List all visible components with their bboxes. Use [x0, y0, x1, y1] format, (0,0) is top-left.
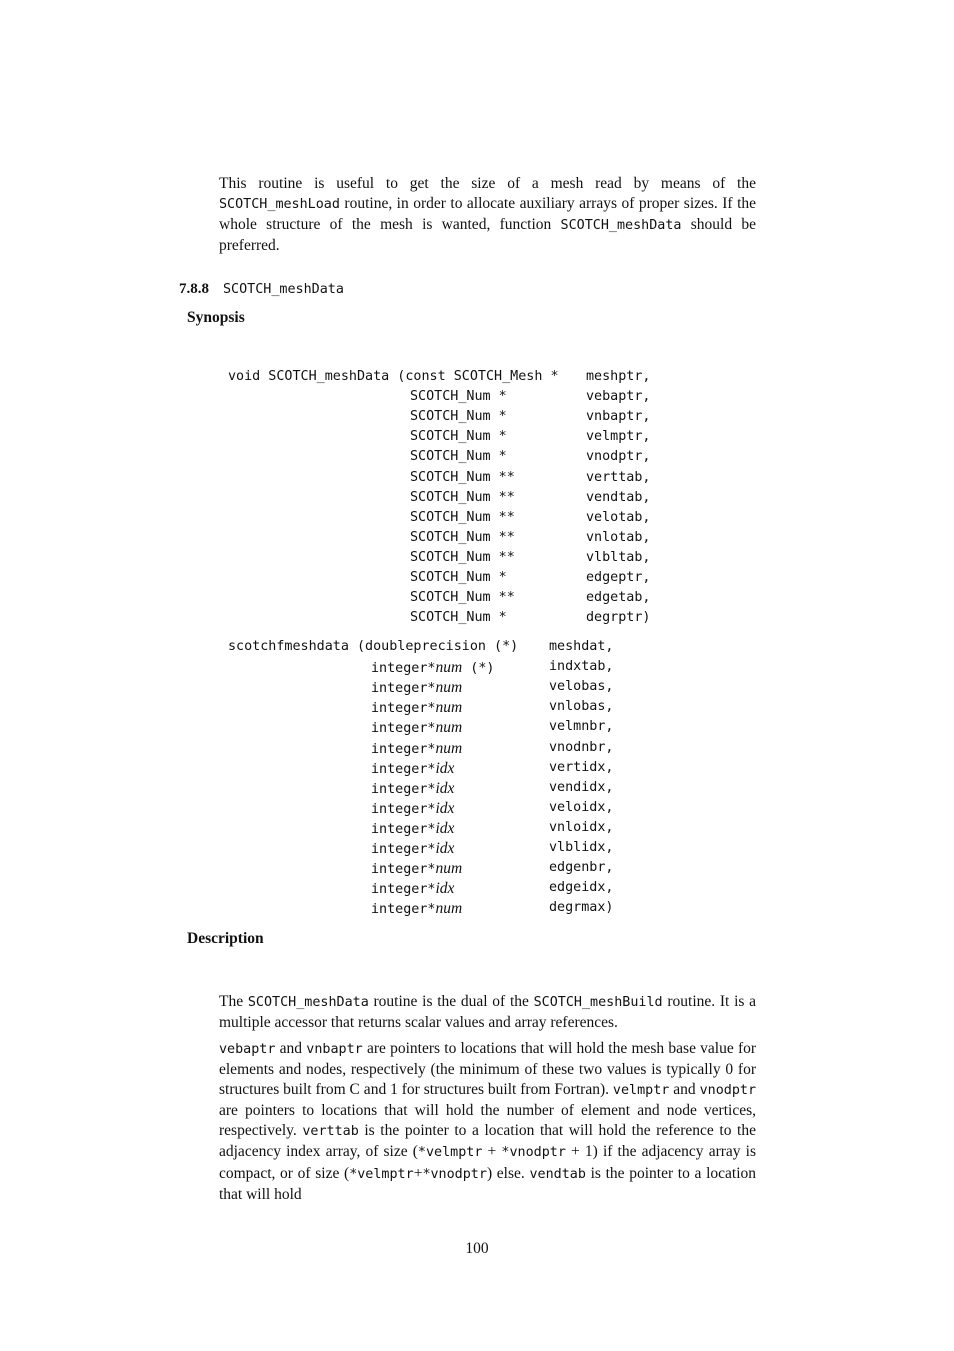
f-param-name: vnodnbr,: [549, 739, 614, 755]
desc1-text-c: routine. It is a multiple accessor that returns scalar values and array references.: [219, 993, 757, 1032]
c-param-name: degrptr): [586, 610, 651, 626]
f-param-type-base: integer*: [371, 721, 436, 737]
f-param-type-suffix: (*): [462, 661, 495, 677]
f-param-type: [371, 717, 462, 737]
c-param-name: vlbltab,: [586, 549, 651, 565]
f-param-type-kind: idx: [435, 880, 455, 898]
f-param-type-base: integer*: [371, 842, 436, 857]
c-param-name: velotab,: [586, 509, 651, 525]
fn-meshload-part2: meshLoad: [275, 197, 340, 213]
c-proto-head: void SCOTCH_meshData (const SCOTCH_Mesh *: [228, 369, 559, 384]
c-param-name: velmptr,: [586, 429, 651, 445]
description-heading: Description: [187, 930, 264, 947]
f-param-type-kind: num: [435, 679, 463, 697]
c-param-name: edgeptr,: [586, 570, 651, 585]
f-param-name: vertidx,: [549, 759, 614, 775]
f-param-name: vlblidx,: [549, 840, 614, 855]
f-param-type-kind: num: [435, 860, 463, 878]
f-param-name: indxtab,: [549, 659, 614, 675]
intro-lead: This routine is useful to get the size of a mesh read by means of the: [219, 175, 756, 192]
f-param-name: edgeidx,: [549, 880, 614, 896]
c-param-type: SCOTCH_Num **: [410, 590, 515, 606]
var-vnodptr: vnodptr: [699, 1083, 757, 1099]
f-param-type: [371, 818, 454, 838]
f-param-type-base: integer*: [371, 661, 436, 677]
expr-vnodptr-2: *vnodptr: [422, 1166, 487, 1182]
desc2-t6: +: [482, 1143, 502, 1161]
f-param-type-kind: num: [435, 739, 463, 757]
c-param-name: meshptr,: [586, 369, 651, 384]
f-param-type-kind: idx: [435, 840, 455, 857]
f-param-type-base: integer*: [371, 761, 436, 777]
c-param-type: SCOTCH_Num *: [410, 429, 507, 445]
f-param-type: [371, 898, 462, 918]
desc2-t2: are pointers to locations that will hold the mesh base value for elements and nodes, respectively (the minimum of these two values is typically 0 for structures built from C and 1 for structures built from Fortran).: [219, 1040, 757, 1099]
fn-meshload-part1: SCOTCH_: [219, 197, 276, 213]
f-param-name: edgenbr,: [549, 860, 614, 876]
desc2-t10: is the pointer to a location that will hold: [219, 1164, 757, 1203]
f-param-type-base: integer*: [371, 781, 436, 797]
c-param-name: edgetab,: [586, 590, 651, 606]
c-param-type: SCOTCH_Num *: [410, 389, 507, 405]
f-proto-head: scotchfmeshdata (doubleprecision (*): [228, 639, 519, 654]
c-param-type: SCOTCH_Num **: [410, 549, 515, 565]
f-param-type: [371, 878, 454, 898]
f-param-name: vendidx,: [549, 779, 614, 795]
fn-meshdata: SCOTCH_meshData: [560, 218, 682, 234]
f-param-type: [371, 758, 454, 778]
c-param-name: vendtab,: [586, 489, 651, 505]
section-title: SCOTCH_meshData: [223, 282, 344, 297]
desc2-t5: is the pointer to a location that will hold the reference to the adjacency index array, of size (: [219, 1122, 756, 1161]
f-param-name: velobas,: [549, 679, 614, 695]
f-param-name: degrmax): [549, 900, 614, 916]
expr-velmptr-2: *velmptr: [349, 1166, 414, 1182]
var-vnbaptr: vnbaptr: [306, 1042, 363, 1057]
f-param-type: [371, 697, 462, 717]
c-param-type: SCOTCH_Num **: [410, 489, 515, 505]
desc2-t7: + 1) if the adjacency array is compact, or of size (: [219, 1143, 756, 1182]
desc2-t3: and: [673, 1081, 696, 1099]
expr-velmptr-1: *velmptr: [417, 1145, 483, 1161]
f-param-type: [371, 677, 462, 697]
f-param-type: [371, 838, 454, 858]
desc2-t1: and: [279, 1040, 303, 1057]
f-param-type: [371, 778, 454, 798]
f-param-type-base: integer*: [371, 801, 436, 817]
f-param-type-kind: idx: [435, 819, 455, 837]
f-param-type-base: integer*: [371, 741, 436, 757]
page-number: 100: [465, 1240, 489, 1257]
c-param-type: SCOTCH_Num **: [410, 469, 515, 485]
f-param-type: [371, 738, 462, 758]
c-param-type: SCOTCH_Num **: [410, 529, 515, 545]
desc1-text-b: routine is the dual of the: [373, 993, 529, 1010]
var-verttab: verttab: [302, 1124, 359, 1140]
f-param-type-kind: num: [435, 659, 463, 677]
intro-paragraph: [219, 174, 756, 256]
f-param-name: vnlobas,: [549, 699, 614, 715]
f-param-type-kind: idx: [435, 799, 455, 817]
f-param-type: [371, 657, 494, 677]
f-param-type-kind: num: [435, 900, 463, 918]
c-param-type: SCOTCH_Num *: [410, 449, 507, 465]
f-param-name: veloidx,: [549, 799, 614, 815]
c-param-name: verttab,: [586, 469, 651, 485]
f-param-type-base: integer*: [371, 902, 436, 918]
section-heading: [179, 279, 344, 298]
f-param-name: velmnbr,: [549, 719, 614, 735]
f-param-type: [371, 798, 454, 818]
f-param-name: vnloidx,: [549, 819, 614, 835]
desc2-t4: are pointers to locations that will hold the number of element and node vertices, respectively.: [219, 1102, 756, 1140]
synopsis-heading: Synopsis: [187, 309, 245, 326]
f-param-type-base: integer*: [371, 701, 436, 717]
expr-vnodptr-1: *vnodptr: [501, 1145, 566, 1161]
c-param-name: vnodptr,: [586, 449, 651, 465]
desc2-t9: ) else.: [486, 1164, 525, 1182]
c-param-name: vnlotab,: [586, 529, 651, 545]
f-param-name: meshdat,: [549, 639, 614, 654]
f-param-type-base: integer*: [371, 862, 436, 878]
description-paragraph-1: [219, 992, 756, 1033]
f-param-type-kind: num: [435, 719, 463, 737]
var-velmptr: velmptr: [612, 1083, 670, 1099]
section-number: 7.8.8: [179, 281, 209, 297]
f-param-type-base: integer*: [371, 681, 436, 697]
var-vendtab: vendtab: [529, 1166, 586, 1182]
c-param-name: vnbaptr,: [586, 409, 651, 425]
c-param-type: SCOTCH_Num **: [410, 509, 515, 525]
f-param-type-kind: idx: [435, 779, 455, 797]
c-param-name: vebaptr,: [586, 389, 651, 405]
var-vebaptr: vebaptr: [219, 1042, 276, 1057]
f-param-type-kind: idx: [435, 759, 455, 777]
desc2-t8: +: [413, 1164, 423, 1182]
description-paragraph-2: [219, 1039, 756, 1205]
fn-meshdata-ref: SCOTCH_meshData: [247, 995, 369, 1010]
f-param-type: [371, 858, 462, 878]
intro-tail: should be preferred.: [219, 216, 756, 255]
desc1-text-a: The: [219, 993, 244, 1010]
c-param-type: SCOTCH_Num *: [410, 570, 507, 585]
f-param-type-kind: num: [435, 699, 463, 717]
f-param-type-base: integer*: [371, 882, 436, 898]
c-param-type: SCOTCH_Num *: [410, 610, 507, 626]
fn-meshbuild-ref: SCOTCH_meshBuild: [533, 995, 663, 1010]
f-param-type-base: integer*: [371, 821, 436, 837]
c-param-type: SCOTCH_Num *: [410, 409, 507, 425]
intro-mid: routine, in order to allocate auxiliary arrays of proper sizes. If the whole structure of the mesh is wanted, function: [219, 195, 757, 234]
